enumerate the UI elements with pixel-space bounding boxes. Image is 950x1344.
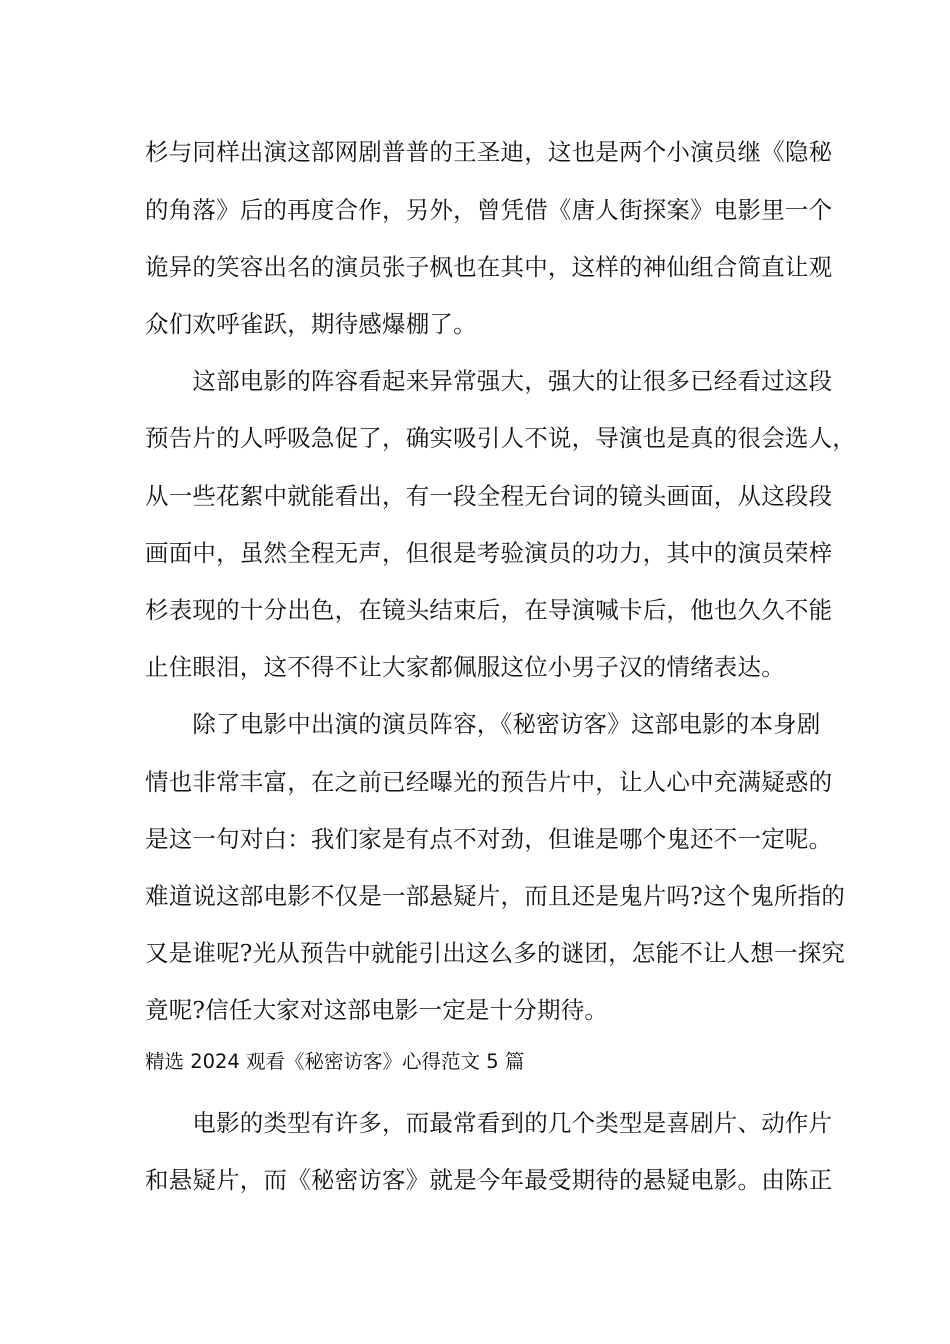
text-line: 是这一句对白：我们家是有点不对劲，但谁是哪个鬼还不一定呢。 [145,825,833,853]
text-line: 又是谁呢?光从预告中就能引出这么多的谜团，怎能不让人想一探究 [145,939,846,967]
text-line: 杉与同样出演这部网剧普普的王圣迪，这也是两个小演员继《隐秘 [145,138,833,166]
text-line: 电影的类型有许多，而最常看到的几个类型是喜剧片、动作片 [145,1109,833,1137]
text-line: 难道说这部电影不仅是一部悬疑片，而且还是鬼片吗?这个鬼所指的 [145,882,846,910]
text-line: 和悬疑片，而《秘密访客》就是今年最受期待的悬疑电影。由陈正 [145,1166,833,1194]
text-line: 的角落》后的再度合作，另外，曾凭借《唐人街探案》电影里一个 [145,196,833,224]
text-line: 诡异的笑容出名的演员张子枫也在其中，这样的神仙组合简直让观 [145,253,833,281]
text-line: 除了电影中出演的演员阵容，《秘密访客》这部电影的本身剧 [145,710,821,738]
text-line: 止住眼泪，这不得不让大家都佩服这位小男子汉的情绪表达。 [145,653,785,681]
text-line: 这部电影的阵容看起来异常强大，强大的让很多已经看过这段 [145,367,833,395]
text-line: 从一些花絮中就能看出，有一段全程无台词的镜头画面，从这段段 [145,482,833,510]
text-line: 画面中，虽然全程无声，但很是考验演员的功力，其中的演员荣梓 [145,539,833,567]
text-line: 情也非常丰富，在之前已经曝光的预告片中，让人心中充满疑惑的 [145,768,833,796]
text-line: 众们欢呼雀跃，期待感爆棚了。 [145,310,477,338]
text-line: 杉表现的十分出色，在镜头结束后，在导演喊卡后，他也久久不能 [145,596,833,624]
text-line: 预告片的人呼吸急促了，确实吸引人不说，导演也是真的很会选人， [145,424,856,452]
section-heading: 精选 2024 观看《秘密访客》心得范文 5 篇 [145,1050,525,1073]
text-line: 竟呢?信任大家对这部电影一定是十分期待。 [145,996,609,1024]
